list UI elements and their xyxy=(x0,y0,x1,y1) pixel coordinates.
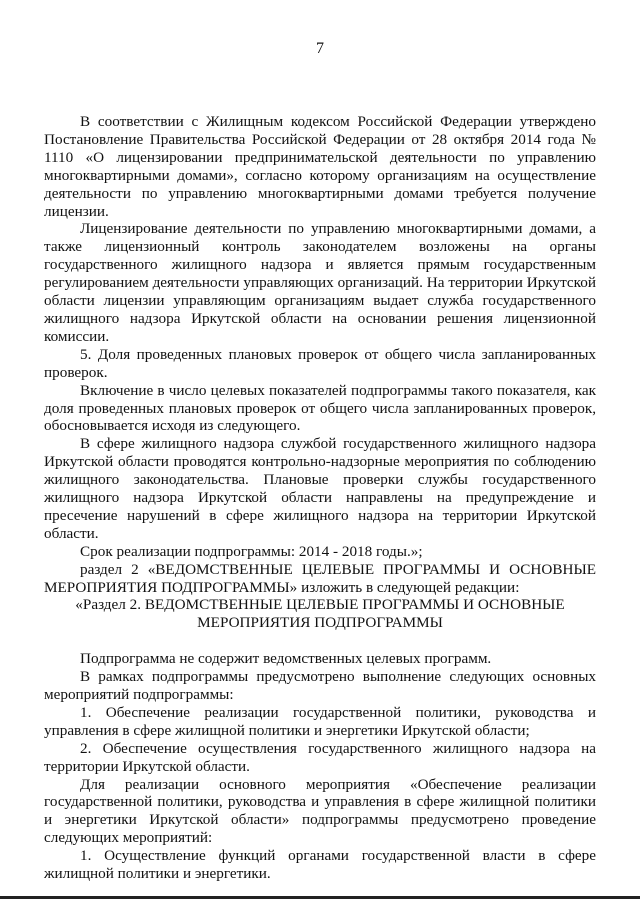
bottom-edge-line xyxy=(0,896,640,899)
page-number: 7 xyxy=(316,40,324,57)
list-item-activity-1: 1. Обеспечение реализации государственной политики, руководства и управления в сфере жилищной политики и энергетики Иркутской области; xyxy=(44,703,596,739)
document-body xyxy=(44,113,596,883)
list-item-function-1: 1. Осуществление функций органами государственной власти в сфере жилищной политики и энергетики. xyxy=(44,847,596,883)
paragraph-section-2-amendment: раздел 2 «ВЕДОМСТВЕННЫЕ ЦЕЛЕВЫЕ ПРОГРАММЫ И ОСНОВНЫЕ МЕРОПРИЯТИЯ ПОДПРОГРАММЫ» изложить в следующей редакции: xyxy=(44,560,596,596)
section-2-heading: «Раздел 2. ВЕДОМСТВЕННЫЕ ЦЕЛЕВЫЕ ПРОГРАММЫ И ОСНОВНЫЕ МЕРОПРИЯТИЯ ПОДПРОГРАММЫ xyxy=(75,596,565,632)
list-item-activity-2: 2. Обеспечение осуществления государственного жилищного надзора на территории Иркутской области. xyxy=(44,739,596,775)
paragraph-implementation: Для реализации основного мероприятия «Обеспечение реализации государственной политики, руководства и управления в сфере жилищной политики и энергетики Иркутской области» подпрограммы предусмотрено проведение следующих мероприятий: xyxy=(44,775,596,847)
paragraph-no-programs: Подпрограмма не содержит ведомственных целевых программ. xyxy=(80,650,492,668)
paragraph-licensing: Лицензирование деятельности по управлению многоквартирными домами, а также лицензионный контроль законодателем возложены на органы государственного жилищного надзора и является прямым государственным регулированием деятельности управляющих организаций. На территории Иркутской области лицензии управляющим организациям выдает служба государственного жилищного надзора Иркутской области на основании решения лицензионной комиссии. xyxy=(44,220,596,345)
paragraph-housing-code: В соответствии с Жилищным кодексом Российской Федерации утверждено Постановление Правительства Российской Федерации от 28 октября 2014 года № 1110 «О лицензировании предпринимательской деятельности по управлению многоквартирными домами», согласно которому организациям на осуществление деятельности по управлению многоквартирными домами требуется получение лицензии. xyxy=(44,113,596,220)
paragraph-supervision: В сфере жилищного надзора службой государственного жилищного надзора Иркутской области проводятся контрольно-надзорные мероприятия по соблюдению жилищного законодательства. Плановые проверки службы государственного жилищного надзора Иркутской области направлены на предупреждение и пресечение нарушений в сфере жилищного надзора на территории Иркутской области. xyxy=(44,435,596,542)
paragraph-inclusion: Включение в число целевых показателей подпрограммы такого показателя, как доля проведенных плановых проверок от общего числа запланированных проверок, обосновывается исходя из следующего. xyxy=(44,381,596,435)
paragraph-main-activities: В рамках подпрограммы предусмотрено выполнение следующих основных мероприятий подпрограммы: xyxy=(44,668,596,703)
paragraph-indicator-5: 5. Доля проведенных плановых проверок от общего числа запланированных проверок. xyxy=(44,345,596,381)
paragraph-term: Срок реализации подпрограммы: 2014 - 2018 годы.»; xyxy=(80,542,423,560)
